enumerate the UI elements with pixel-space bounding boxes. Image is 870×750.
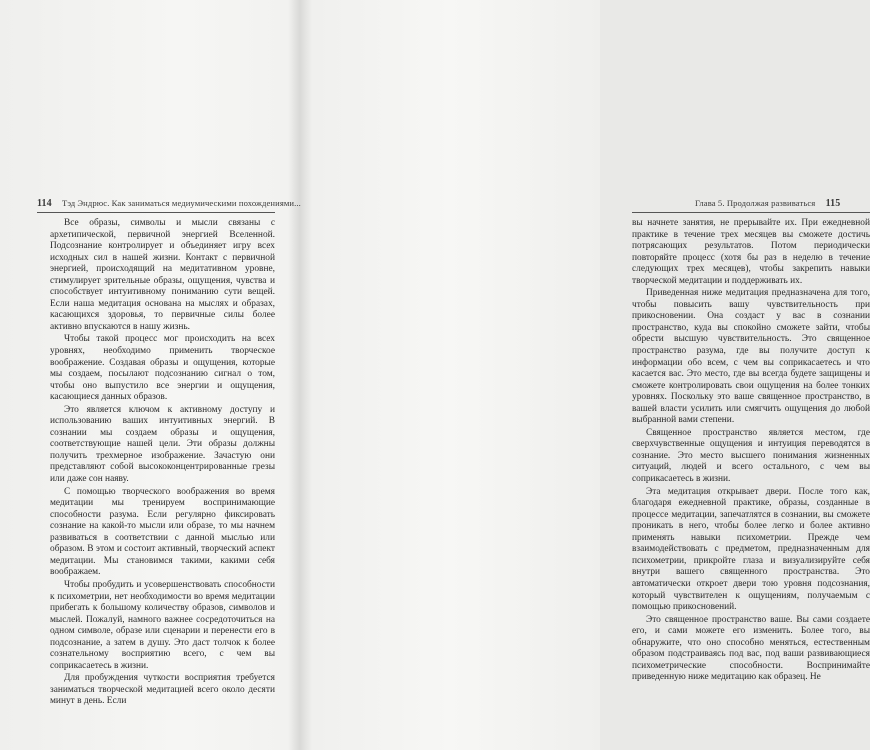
left-page-number: 114	[37, 198, 52, 209]
paragraph: Чтобы такой процесс мог происходить на всех уровнях, необходимо применить творческое воображение. Создавая образы и ощущения, которые мы создаем, посылают подсознанию сигнал о том, чтобы оно выпустило все энергии и ощущения, касающиеся данных образов.	[50, 334, 275, 403]
paragraph: Приведенная ниже медитация предназначена для того, чтобы повысить вашу чувствительность при прикосновении. Она создаст у вас в сознании пространство, куда вы спокойно сможете зайти, чтобы обрести высшую чувствительность. Это священное пространство разума, где вы получите доступ к информации обо всем, с чем вы соприкасаетесь и что касается вас. Это место, где вы всегда будете защищены и сможете контролировать свои ощущения на более тонких уровнях. Поскольку это ваше священное пространство, в вашей власти усилить или смягчить ощущения до любой выбранной вами степени.	[632, 288, 870, 426]
paragraph: вы начнете занятия, не прерывайте их. При ежедневной практике в течение трех месяцев вы сможете достичь потрясающих результатов. Потом периодически повторяйте процесс (хотя бы раз в неделю в течение следующих трех месяцев), чтобы закрепить навыки творческой медитации и поддерживать их.	[632, 218, 870, 286]
right-header-rule	[632, 212, 870, 213]
paragraph: Это священное пространство ваше. Вы сами создаете его, и сами можете его изменить. Более того, вы обнаружите, что оно способно меняться, естественным образом подстраиваясь под вас, под ваши развивающиеся психометрические способности. Воспринимайте приведенную ниже медитацию как образец. Не	[632, 614, 870, 683]
left-page-header	[37, 198, 301, 209]
paragraph: Это является ключом к активному доступу и использованию ваших интуитивных энергий. В сознании мы создаем образы и ощущения, соответствующие нашей цели. Эти образы должны получить трехмерное изображение. Зачастую они представляют собой высококонцентрированные грезы или даже сон наяву.	[50, 404, 275, 485]
paragraph: Все образы, символы и мысли связаны с архетипической, первичной энергией Вселенной. Подсознание контролирует и объединяет игру всех исходных сил в нашей жизни. Контакт с первичной энергией, происходящий на медитативном уровне, стимулирует зрительные образы, ощущения, чувства и способствует интуитивному пониманию сути вещей. Если наша медитация основана на мыслях и образах, касающихся здоровья, то первичные силы более активно впускаются в нашу жизнь.	[50, 218, 275, 332]
paragraph: Священное пространство является местом, где сверхчувственные ощущения и интуиция переводятся в сознание. Это место высшего понимания жизненных ситуаций, людей и всего остального, с чем вы соприкасаетесь в жизни.	[632, 427, 870, 485]
left-running-head: Тэд Эндрюс. Как заниматься медиумическими похождениями...	[62, 198, 301, 208]
right-page-number: 115	[825, 198, 841, 209]
right-page-text	[632, 218, 870, 684]
right-page	[300, 0, 870, 750]
left-page	[0, 0, 300, 750]
right-running-head: Глава 5. Продолжая развиваться	[695, 198, 816, 208]
paragraph: Чтобы пробудить и усовершенствовать способности к психометрии, нет необходимости во время медитации прибегать к большому количеству образов, символов и мыслей. Пожалуй, намного важнее сосредоточиться на одном символе, образе или сценарии и перенести его в подсознание, а затем в душу. Это даст толчок к более сознательному восприятию всего, с чем вы соприкасаетесь в жизни.	[50, 579, 275, 671]
paragraph: С помощью творческого воображения во время медитации мы тренируем воспринимающие способности разума. Если регулярно фиксировать сознание на какой-то мысли или образе, то мы начнем развиваться в соответствии с данной мыслью или образом. В этом и состоит активный, творческий аспект медитации. Мы становимся такими, какими себя воображаем.	[50, 486, 275, 578]
paragraph: Эта медитация открывает двери. После того как, благодаря ежедневной практике, образы, созданные в процессе медитации, запечатлятся в сознании, вы сможете проникать в него, чтобы более легко и более активно применять навыки психометрии. Прежде чем взаимодействовать с предметом, предназначенным для психометрии, прикройте глаза и визуализируйте себя внутри вашего священного пространства. Это автоматически откроет двери тою уровня подсознания, который чувствителен к ощущениям, получаемым с помощью прикосновений.	[632, 486, 870, 613]
left-page-text	[50, 218, 275, 708]
left-header-rule	[37, 212, 275, 213]
paragraph: Для пробуждения чуткости восприятия требуется заниматься творческой медитацией всего около десяти минут в день. Если	[50, 673, 275, 707]
right-page-header	[695, 198, 840, 209]
